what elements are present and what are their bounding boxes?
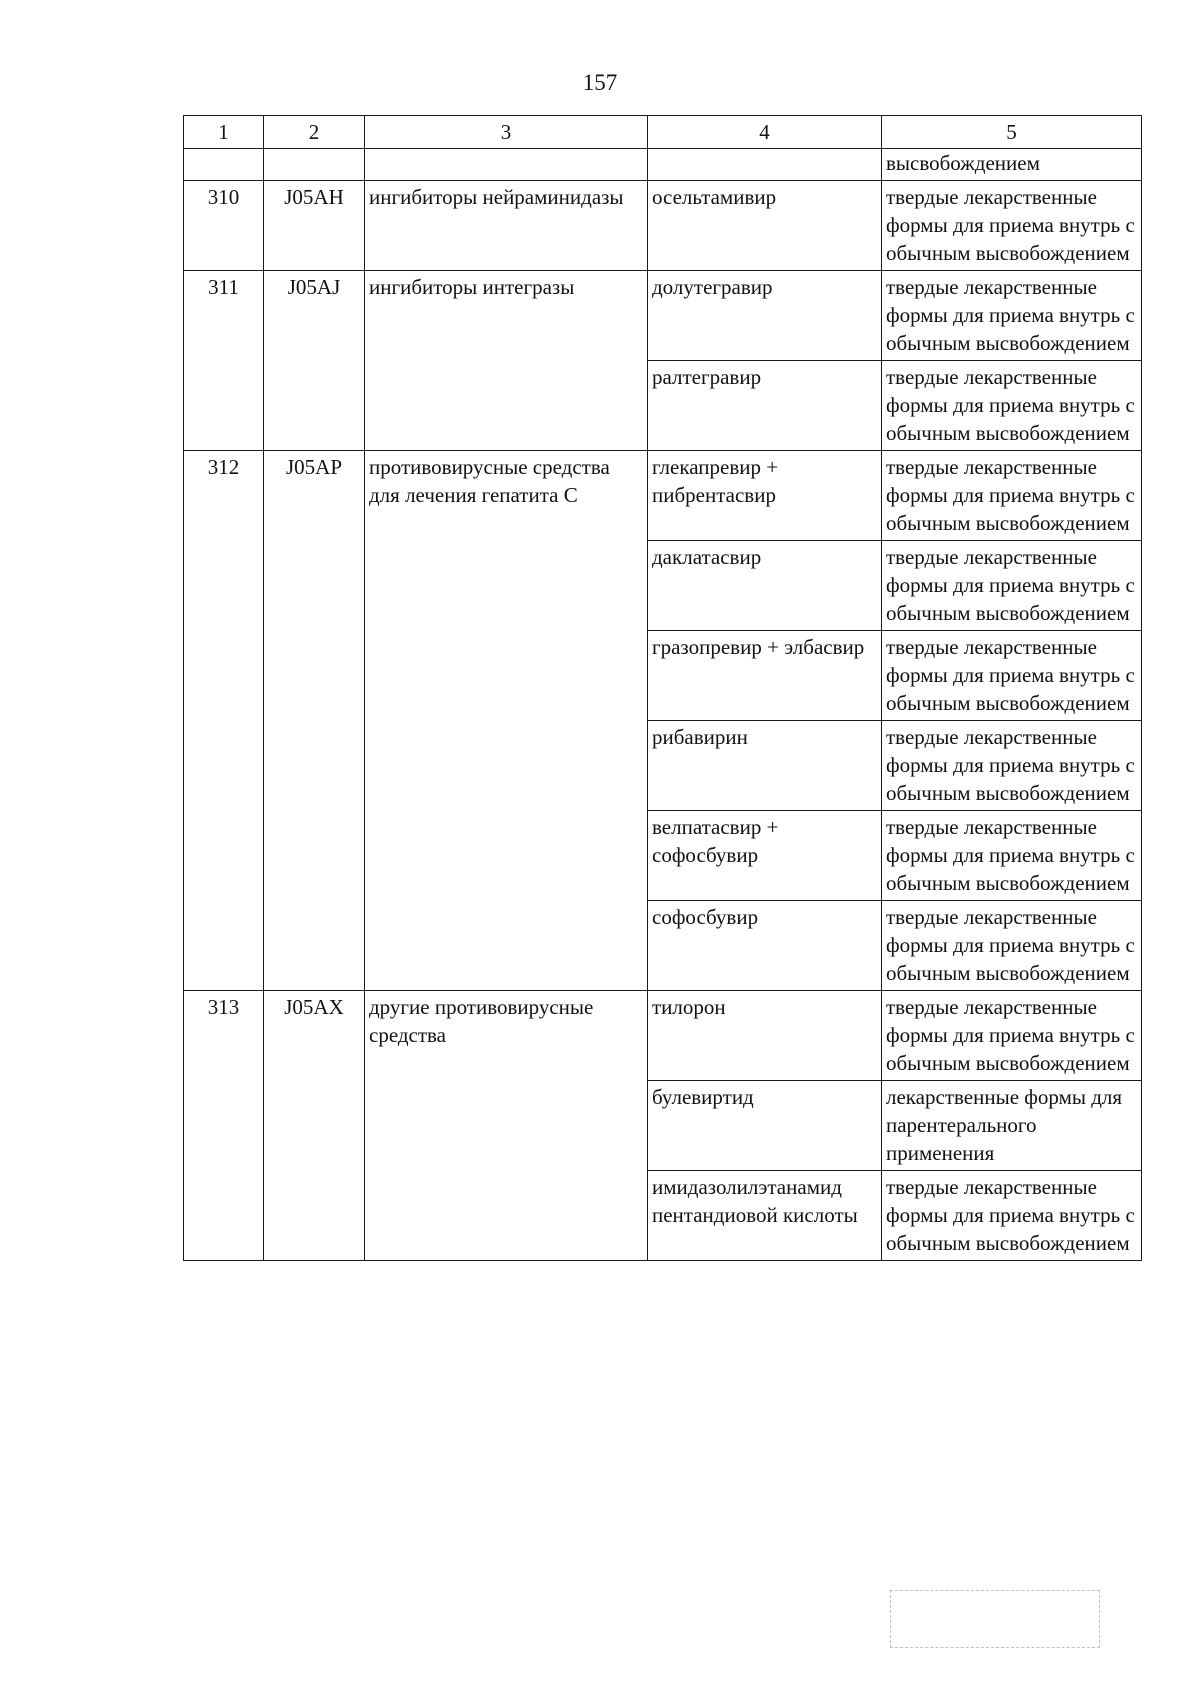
drug-name-cell: булевиртид (648, 1081, 882, 1171)
table-row (184, 181, 1142, 271)
drug-name-cell: рибавирин (648, 721, 882, 811)
dosage-form-cell: твердые лекарственные формы для приема внутрь с обычным высвобождением (882, 991, 1142, 1081)
dosage-form-cell: твердые лекарственные формы для приема внутрь с обычным высвобождением (882, 901, 1142, 991)
page-number: 157 (582, 70, 618, 95)
atc-code-cell: J05AH (264, 181, 365, 271)
dosage-form-cell: твердые лекарственные формы для приема внутрь с обычным высвобождением (882, 1171, 1142, 1261)
drug-name-cell: глекапревир + пибрентасвир (648, 451, 882, 541)
row-number-cell: 312 (184, 451, 264, 991)
group-name-cell: ингибиторы интегразы (365, 271, 648, 451)
table-row (184, 271, 1142, 361)
dosage-form-cell: твердые лекарственные формы для приема внутрь с обычным высвобождением (882, 631, 1142, 721)
row-number-cell: 311 (184, 271, 264, 451)
continuation-row (184, 149, 1142, 181)
drug-name-cell: ралтегравир (648, 361, 882, 451)
dosage-form-cell: твердые лекарственные формы для приема внутрь с обычным высвобождением (882, 181, 1142, 271)
registration-stamp (890, 1590, 1100, 1648)
table-header-row (184, 116, 1142, 149)
group-name-cell: ингибиторы нейраминидазы (365, 181, 648, 271)
drug-name-cell: софосбувир (648, 901, 882, 991)
drug-name-cell: долутегравир (648, 271, 882, 361)
column-header: 2 (264, 116, 365, 149)
table-row (184, 991, 1142, 1081)
group-name-cell: противовирусные средства для лечения гепатита C (365, 451, 648, 991)
atc-code-cell: J05AP (264, 451, 365, 991)
row-number-cell: 313 (184, 991, 264, 1261)
drug-list-table (183, 115, 1142, 1261)
drug-name-cell: имидазолилэтанамид пентандиовой кислоты (648, 1171, 882, 1261)
table-row (184, 451, 1142, 541)
dosage-form-cell: высвобождением (882, 149, 1142, 181)
column-header: 3 (365, 116, 648, 149)
drug-name-cell: гразопревир + элбасвир (648, 631, 882, 721)
dosage-form-cell: твердые лекарственные формы для приема внутрь с обычным высвобождением (882, 271, 1142, 361)
dosage-form-cell: твердые лекарственные формы для приема внутрь с обычным высвобождением (882, 721, 1142, 811)
drug-name-cell: тилорон (648, 991, 882, 1081)
dosage-form-cell: твердые лекарственные формы для приема внутрь с обычным высвобождением (882, 541, 1142, 631)
drug-name-cell: велпатасвир + софосбувир (648, 811, 882, 901)
dosage-form-cell: твердые лекарственные формы для приема внутрь с обычным высвобождением (882, 811, 1142, 901)
atc-code-cell: J05AJ (264, 271, 365, 451)
group-name-cell: другие противовирусные средства (365, 991, 648, 1261)
atc-code-cell: J05AX (264, 991, 365, 1261)
drug-name-cell: даклатасвир (648, 541, 882, 631)
drug-name-cell: осельтамивир (648, 181, 882, 271)
dosage-form-cell: твердые лекарственные формы для приема внутрь с обычным высвобождением (882, 451, 1142, 541)
row-number-cell: 310 (184, 181, 264, 271)
dosage-form-cell: твердые лекарственные формы для приема внутрь с обычным высвобождением (882, 361, 1142, 451)
column-header: 5 (882, 116, 1142, 149)
column-header: 1 (184, 116, 264, 149)
column-header: 4 (648, 116, 882, 149)
dosage-form-cell: лекарственные формы для парентерального применения (882, 1081, 1142, 1171)
